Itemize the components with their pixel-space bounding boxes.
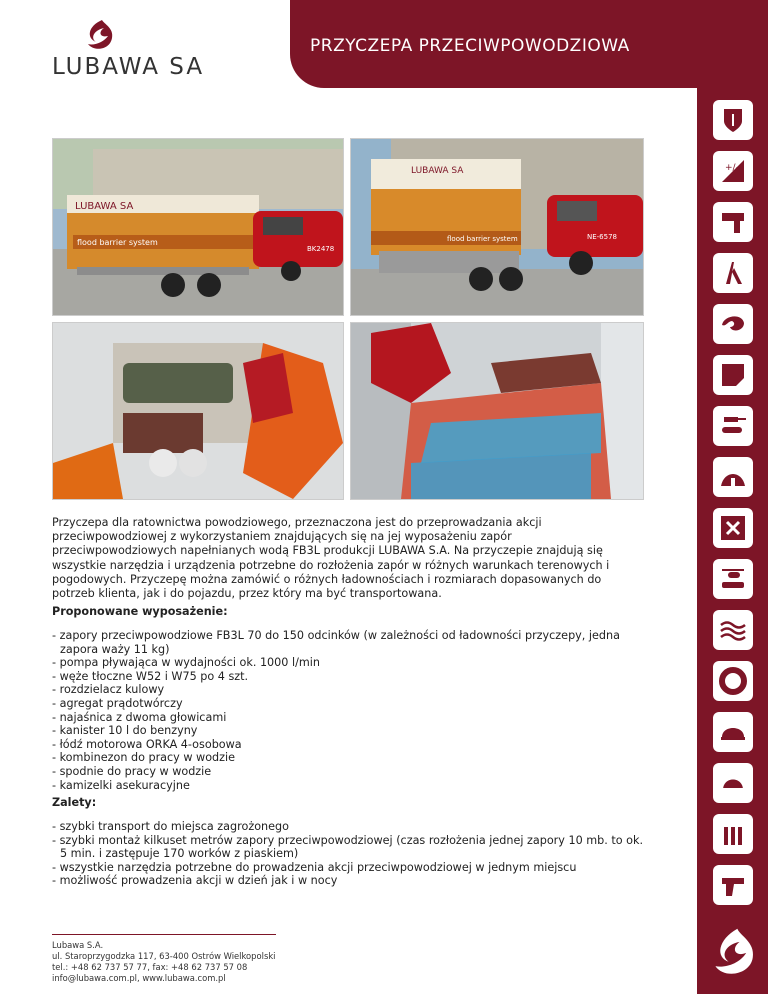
list-item: - kamizelki asekuracyjne: [52, 778, 190, 792]
lifebuoy-icon: [713, 661, 753, 701]
equipment-heading: Proponowane wyposażenie:: [52, 605, 228, 618]
trailer-side-text: flood barrier system: [447, 235, 518, 243]
list-item: - kombinezon do pracy w wodzie: [52, 751, 236, 765]
climbing-gear-icon: [713, 253, 753, 293]
pistol-grip-icon: [713, 202, 753, 242]
list-item: - szybki montaż kilkuset metrów zapory przeciwpowodziowej (czas rozłożenia jednej zapory 10 mb. to ok. 5 min. i zastępuje 170 worków z piaskiem): [52, 833, 644, 861]
helicopter-vehicle-icon: [713, 559, 753, 599]
list-item: - szybki transport do miejsca zagrożonego: [52, 820, 289, 833]
list-item: - zapory przeciwpowodziowe FB3L 70 do 150 odcinków (w zależności od ładowności przyczepy, jedna zapora waży 11 kg): [52, 629, 620, 656]
list-item: - pompa pływająca w wydajności ok. 1000 l/min: [52, 656, 320, 670]
handgun-icon: [713, 865, 753, 905]
photo-trailer-left: [52, 138, 344, 316]
footer-divider: [52, 934, 276, 935]
trailer-plate: NE-6578: [587, 233, 617, 241]
footer-phone: tel.: +48 62 737 57 77, fax: +48 62 737 57 08: [52, 962, 248, 972]
company-logo: [52, 18, 272, 86]
shield-icon: [713, 100, 753, 140]
logo-flame-icon: [711, 926, 755, 982]
advantages-list: [52, 820, 652, 888]
combat-helmet-icon: [713, 763, 753, 803]
photo-trailer-interior-left: [52, 322, 344, 500]
close-box-icon: [713, 508, 753, 548]
list-item: - kanister 10 l do benzyny: [52, 724, 198, 738]
list-item: - spodnie do pracy w wodzie: [52, 764, 212, 778]
water-waves-icon: [713, 610, 753, 650]
map-corner-icon: [713, 355, 753, 395]
plus-minus-badge-icon: [713, 151, 753, 191]
logo-text: LUBAWA SA: [52, 54, 205, 80]
equipment-list: [52, 629, 652, 792]
footer-company: Lubawa S.A.: [52, 940, 104, 950]
list-item: - węże tłoczne W52 i W75 po 4 szt.: [52, 669, 249, 683]
tent-icon: [713, 457, 753, 497]
photo-trailer-right: [350, 138, 644, 316]
tank-icon: [713, 406, 753, 446]
trailer-brand-label: LUBAWA SA: [75, 201, 134, 212]
ammunition-icon: [713, 814, 753, 854]
page-title: PRZYCZEPA PRZECIWPOWODZIOWA: [310, 36, 630, 56]
trailer-plate: BK2478: [307, 245, 335, 253]
chameleon-icon: [713, 304, 753, 344]
list-item: - rozdzielacz kulowy: [52, 683, 165, 697]
list-item: - agregat prądotwórczy: [52, 696, 183, 710]
trailer-side-text: flood barrier system: [77, 238, 158, 247]
footer-contact: [52, 940, 276, 984]
intro-paragraph: Przyczepa dla ratownictwa powodziowego, przeznaczona jest do przeprowadzania akcji przeciwpowodziowej z wykorzystaniem znajdujących się na jej wyposażeniu zapór przeciwpowodziowych napełnianych wodą FB3L produkcji LUBAWA S.A. Na przyczepie znajdują się wszystkie narzędzia i urządzenia potrzebne do rozłożenia zapór w różnych warunkach terenowych i pogodowych. Przyczepę można zamówić o różnych ładownościach i rozmiarach dopasowanych do potrzeb klienta, jak i do pojazdu, przez który ma być transportowana.: [52, 516, 610, 601]
list-item: - możliwość prowadzenia akcji w dzień jak i w nocy: [52, 874, 338, 888]
list-item: - wszystkie narzędzia potrzebne do prowadzenia akcji przeciwpowodziowej w jednym miejscu: [52, 860, 577, 874]
footer-web: info@lubawa.com.pl, www.lubawa.com.pl: [52, 973, 226, 983]
sidebar-icon-strip: [697, 88, 768, 994]
trailer-brand-label: LUBAWA SA: [411, 166, 464, 176]
logo-flame-icon: [84, 18, 114, 54]
footer-address: ul. Staroprzygodzka 117, 63-400 Ostrów Wielkopolski: [52, 951, 276, 961]
photo-trailer-interior-right: [350, 322, 644, 500]
helmet-icon: [713, 712, 753, 752]
advantages-heading: Zalety:: [52, 796, 97, 809]
list-item: - łódź motorowa ORKA 4-osobowa: [52, 737, 242, 751]
svg-text:+/-: +/-: [725, 163, 739, 173]
list-item: - najaśnica z dwoma głowicami: [52, 710, 227, 724]
